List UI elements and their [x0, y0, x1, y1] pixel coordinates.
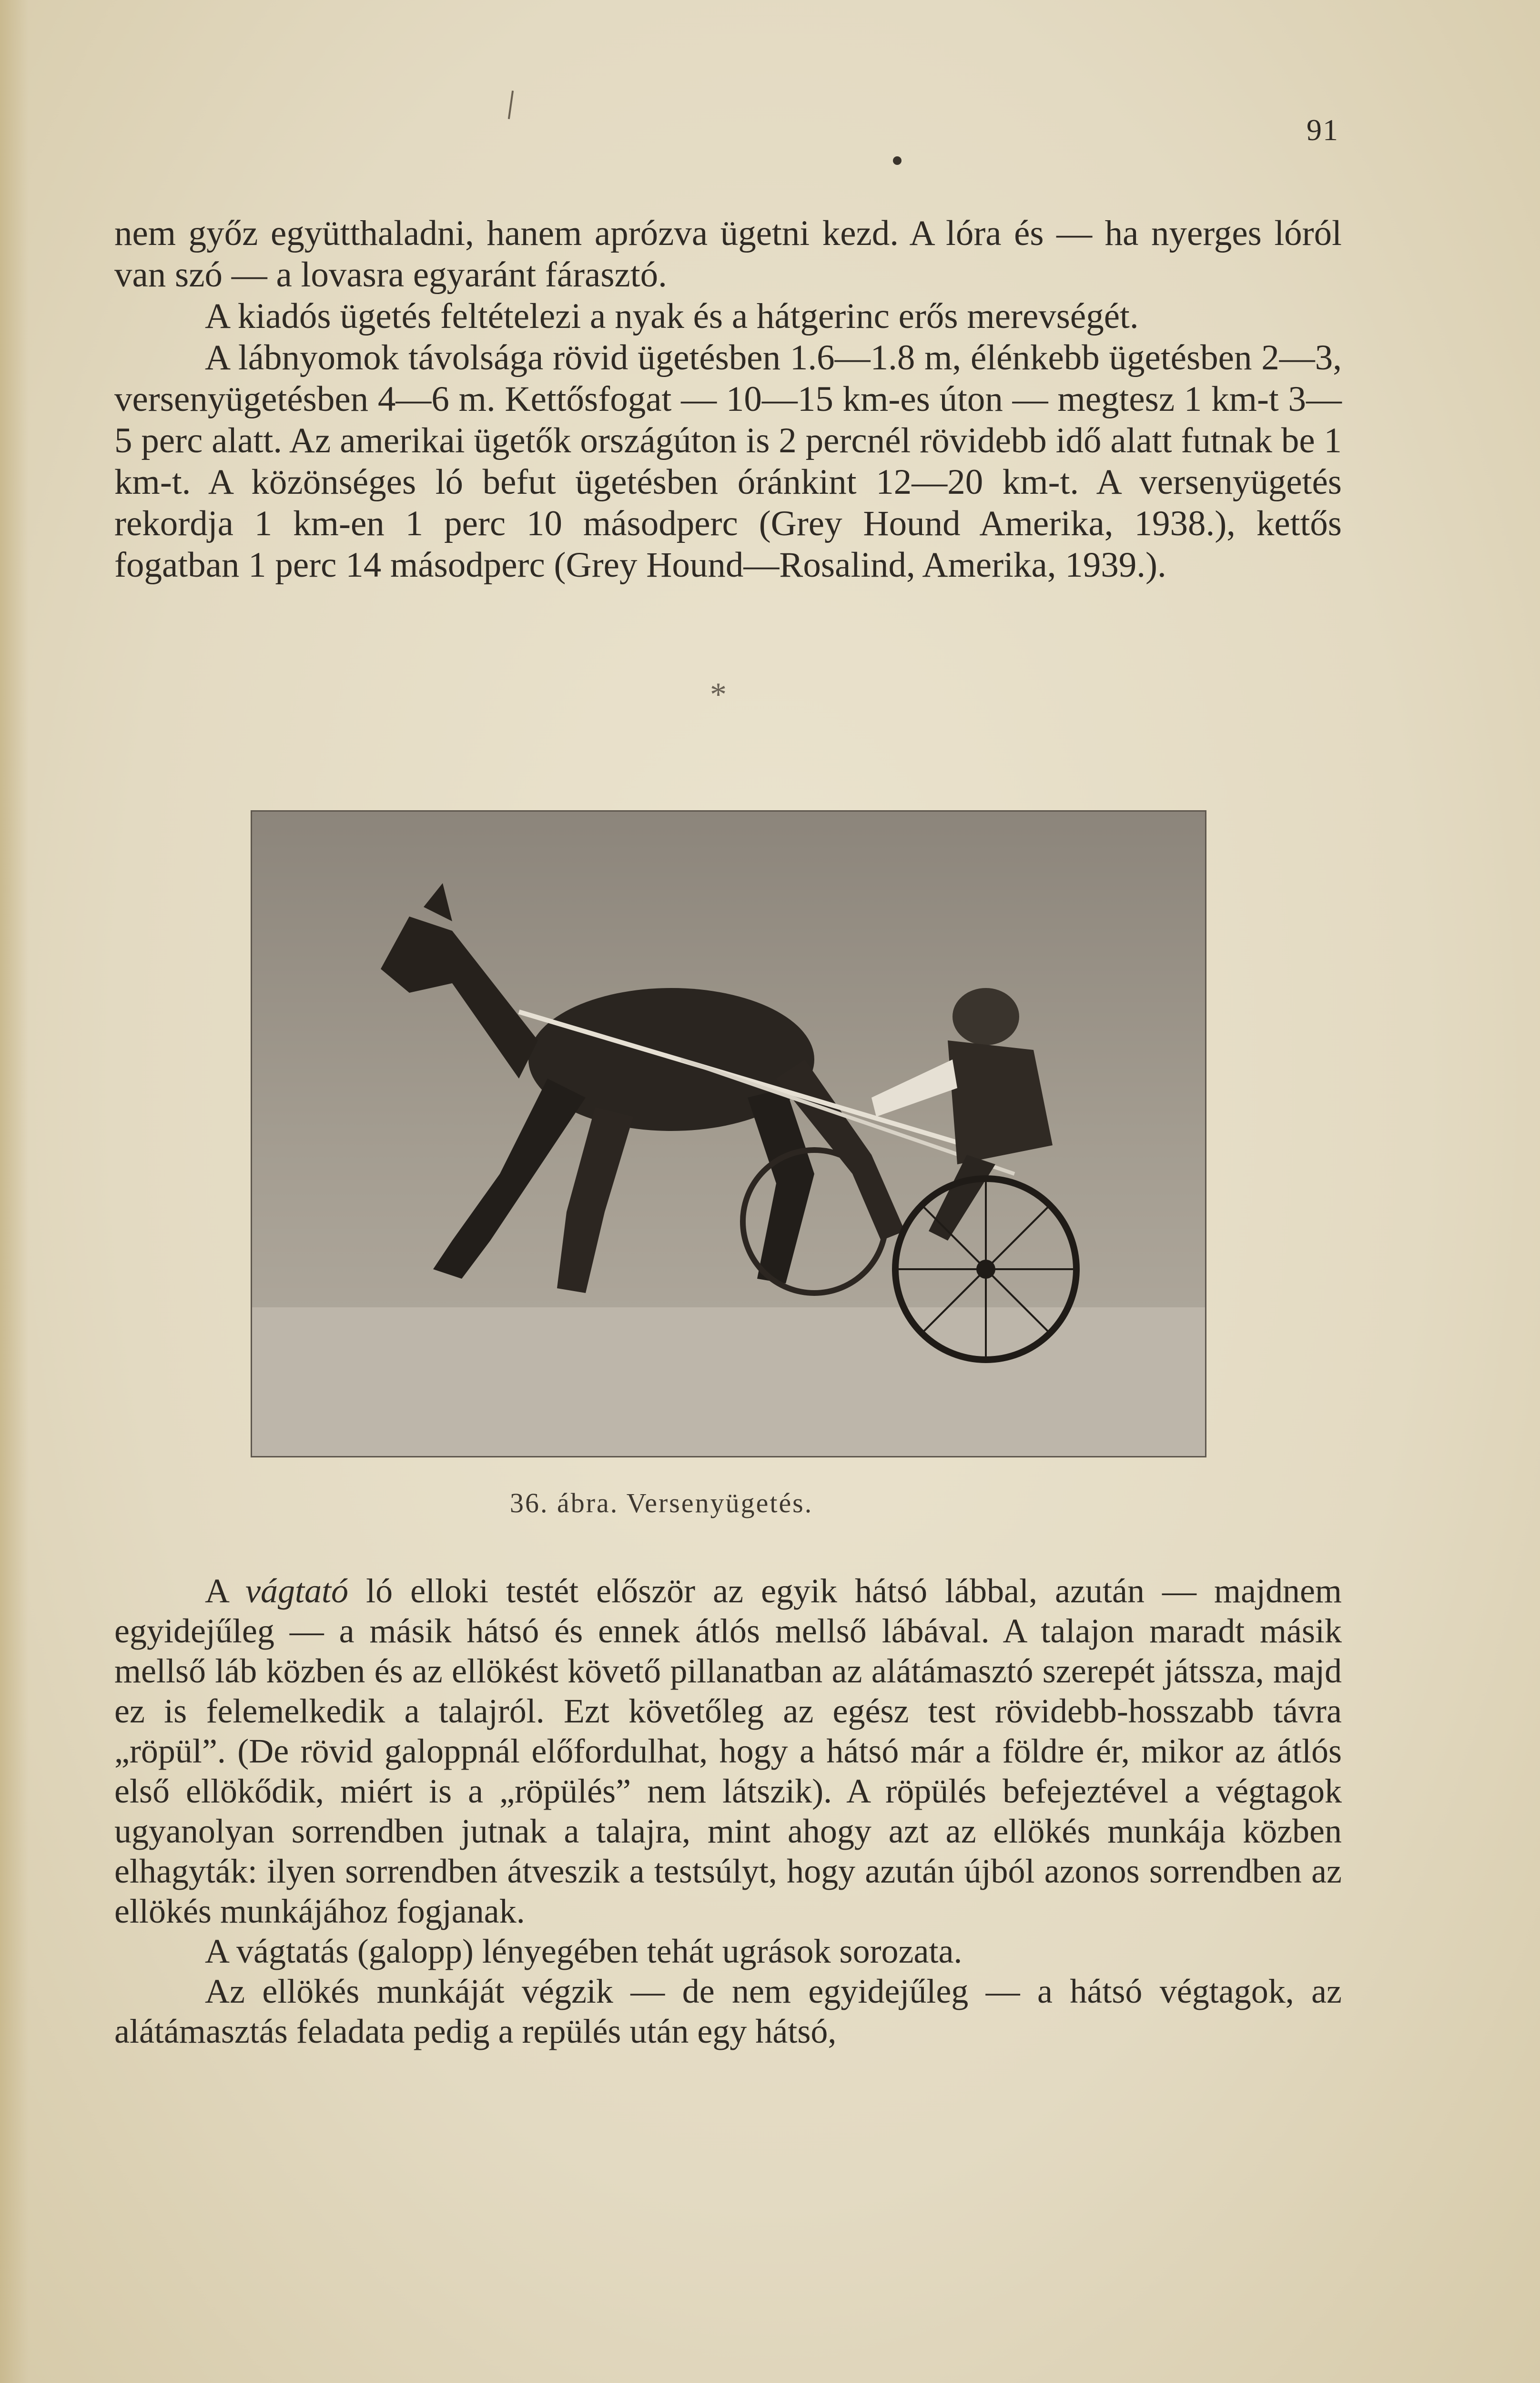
paragraph-gallop-push: Az ellökés munkáját végzik — de nem egyidejűleg — a hátsó végtagok, az alátámasztás feladata pedig a repülés után egy hátsó,: [114, 1972, 1342, 2050]
term-vagtato: vágtató: [245, 1572, 349, 1610]
figure-caption: 36. ábra. Versenyügetés.: [510, 1487, 813, 1518]
paragraph-trot-continuation: nem győz együtthaladni, hanem aprózva ügetni kezd. A lóra és — ha nyerges lóról van szó — a lovasra egyaránt fárasztó.: [114, 214, 1342, 295]
figure-trotting-race-photo: [251, 810, 1206, 1457]
track-ground: [252, 1307, 1205, 1456]
page-edge-shadow: [0, 0, 29, 2383]
gallop-section: [114, 1571, 1342, 2051]
trot-section: [114, 213, 1342, 586]
pencil-mark: [508, 91, 514, 119]
paragraph-gallop-start: A: [205, 1572, 246, 1610]
paragraph-trot-distances: A lábnyomok távolsága rövid ügetésben 1.6—1.8 m, élénkebb ügetésben 2—3, versenyügetésben 4—6 m. Kettősfogat — 10—15 km-es úton — megtesz 1 km-t 3—5 perc alatt. Az amerikai ügetők országúton is 2 percnél rövidebb idő alatt futnak be 1 km-t. A közönséges ló befut ügetésben óránkint 12—20 km-t. A versenyügetés rekordja 1 km-en 1 perc 10 másodperc (Grey Hound Amerika, 1938.), kettős fogatban 1 perc 14 másodperc (Grey Hound—Rosalind, Amerika, 1939.).: [114, 338, 1342, 585]
paragraph-gallop-definition: A vágtatás (galopp) lényegében tehát ugrások sorozata.: [205, 1932, 962, 1970]
page-number: 91: [1307, 113, 1339, 147]
ink-dot: [893, 156, 902, 165]
section-separator-asterisk: *: [710, 676, 727, 713]
driver-head: [952, 988, 1019, 1045]
trotting-horse-illustration: [252, 812, 1205, 1456]
paragraph-gallop-body: ló elloki testét először az egyik hátsó lábbal, azután — majdnem egyidejűleg — a másik hátsó és ennek átlós mellső lábával. A talajon maradt másik mellső láb közben és az ellökést követő pillanatban az alátámasztó szerepét játssza, majd ez is felemelkedik a talajról. Ezt követőleg az egész test rövidebb-hosszabb távra „röpül”. (De rövid galoppnál előfordulhat, hogy a hátsó már a földre ér, mikor az átlós első ellökődik, miért is a „röpülés” nem látszik). A röpülés befejeztével a végtagok ugyanolyan sorrendben jutnak a talajra, mint ahogy azt az ellökés munkája közben elhagyták: ilyen sorrendben átveszik a testsúlyt, hogy azután újból azonos sorrendben az ellökés munkájához fogjanak.: [114, 1572, 1342, 1930]
paragraph-gallop-mechanics: [114, 1571, 1342, 1931]
paragraph-trot-stiffness: A kiadós ügetés feltételezi a nyak és a hátgerinc erős merevségét.: [205, 296, 1139, 336]
